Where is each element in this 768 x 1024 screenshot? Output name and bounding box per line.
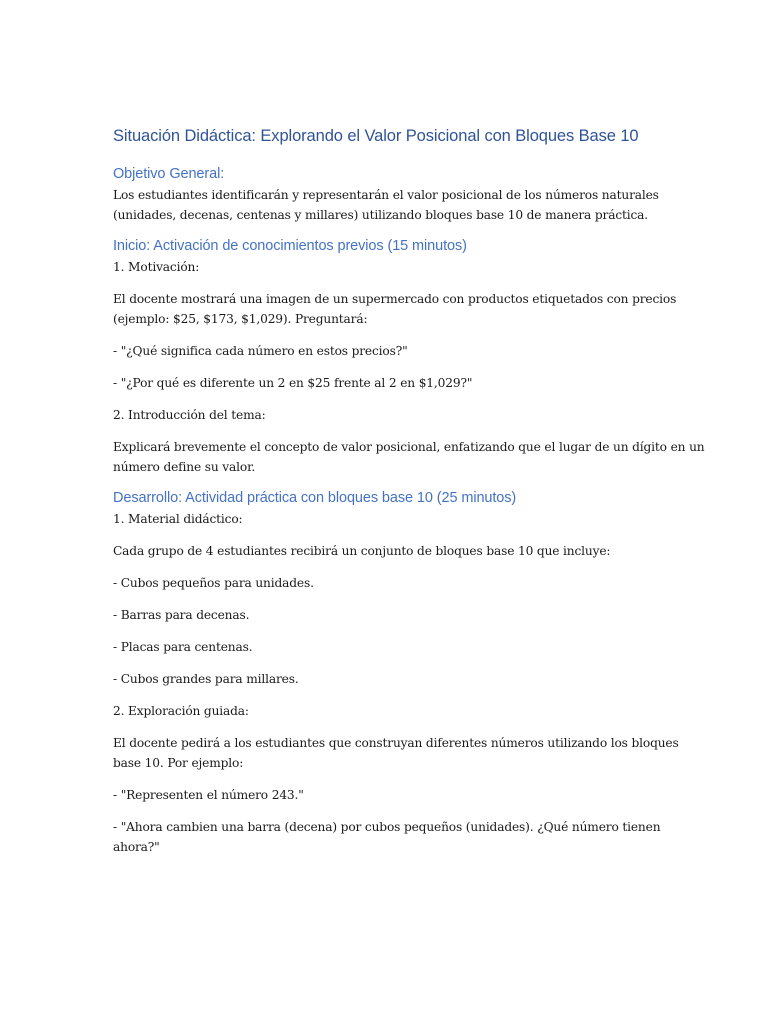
section-heading-inicio: Inicio: Activación de conocimientos previos (15 minutos) [113, 238, 467, 254]
paragraph: - Cubos grandes para millares. [113, 672, 299, 686]
paragraph: El docente pedirá a los estudiantes que construyan diferentes números utilizando los bloques base 10. Por ejemplo: [113, 736, 679, 770]
paragraph: - "Representen el número 243." [113, 788, 304, 802]
paragraph: - "¿Qué significa cada número en estos precios?" [113, 344, 408, 358]
paragraph: 2. Introducción del tema: [113, 408, 266, 422]
paragraph: 1. Motivación: [113, 260, 200, 274]
paragraph: - "Ahora cambien una barra (decena) por cubos pequeños (unidades). ¿Qué número tienen ahora?" [113, 820, 661, 854]
paragraph: 2. Exploración guiada: [113, 704, 249, 718]
paragraph: Cada grupo de 4 estudiantes recibirá un conjunto de bloques base 10 que incluye: [113, 544, 611, 558]
paragraph: Explicará brevemente el concepto de valor posicional, enfatizando que el lugar de un dígito en un número define su valor. [113, 440, 705, 474]
paragraph: Los estudiantes identificarán y representarán el valor posicional de los números naturales (unidades, decenas, centenas y millares) utilizando bloques base 10 de manera práctica. [113, 188, 659, 222]
paragraph: - Cubos pequeños para unidades. [113, 576, 314, 590]
paragraph: El docente mostrará una imagen de un supermercado con productos etiquetados con precios (ejemplo: $25, $173, $1,029). Preguntará: [113, 292, 677, 326]
section-heading-objetivo: Objetivo General: [113, 166, 225, 182]
paragraph: - Barras para decenas. [113, 608, 250, 622]
paragraph: - Placas para centenas. [113, 640, 253, 654]
paragraph: - "¿Por qué es diferente un 2 en $25 frente al 2 en $1,029?" [113, 376, 473, 390]
section-heading-desarrollo: Desarrollo: Actividad práctica con bloques base 10 (25 minutos) [113, 490, 517, 506]
paragraph: 1. Material didáctico: [113, 512, 243, 526]
document-title: Situación Didáctica: Explorando el Valor Posicional con Bloques Base 10 [113, 127, 639, 145]
